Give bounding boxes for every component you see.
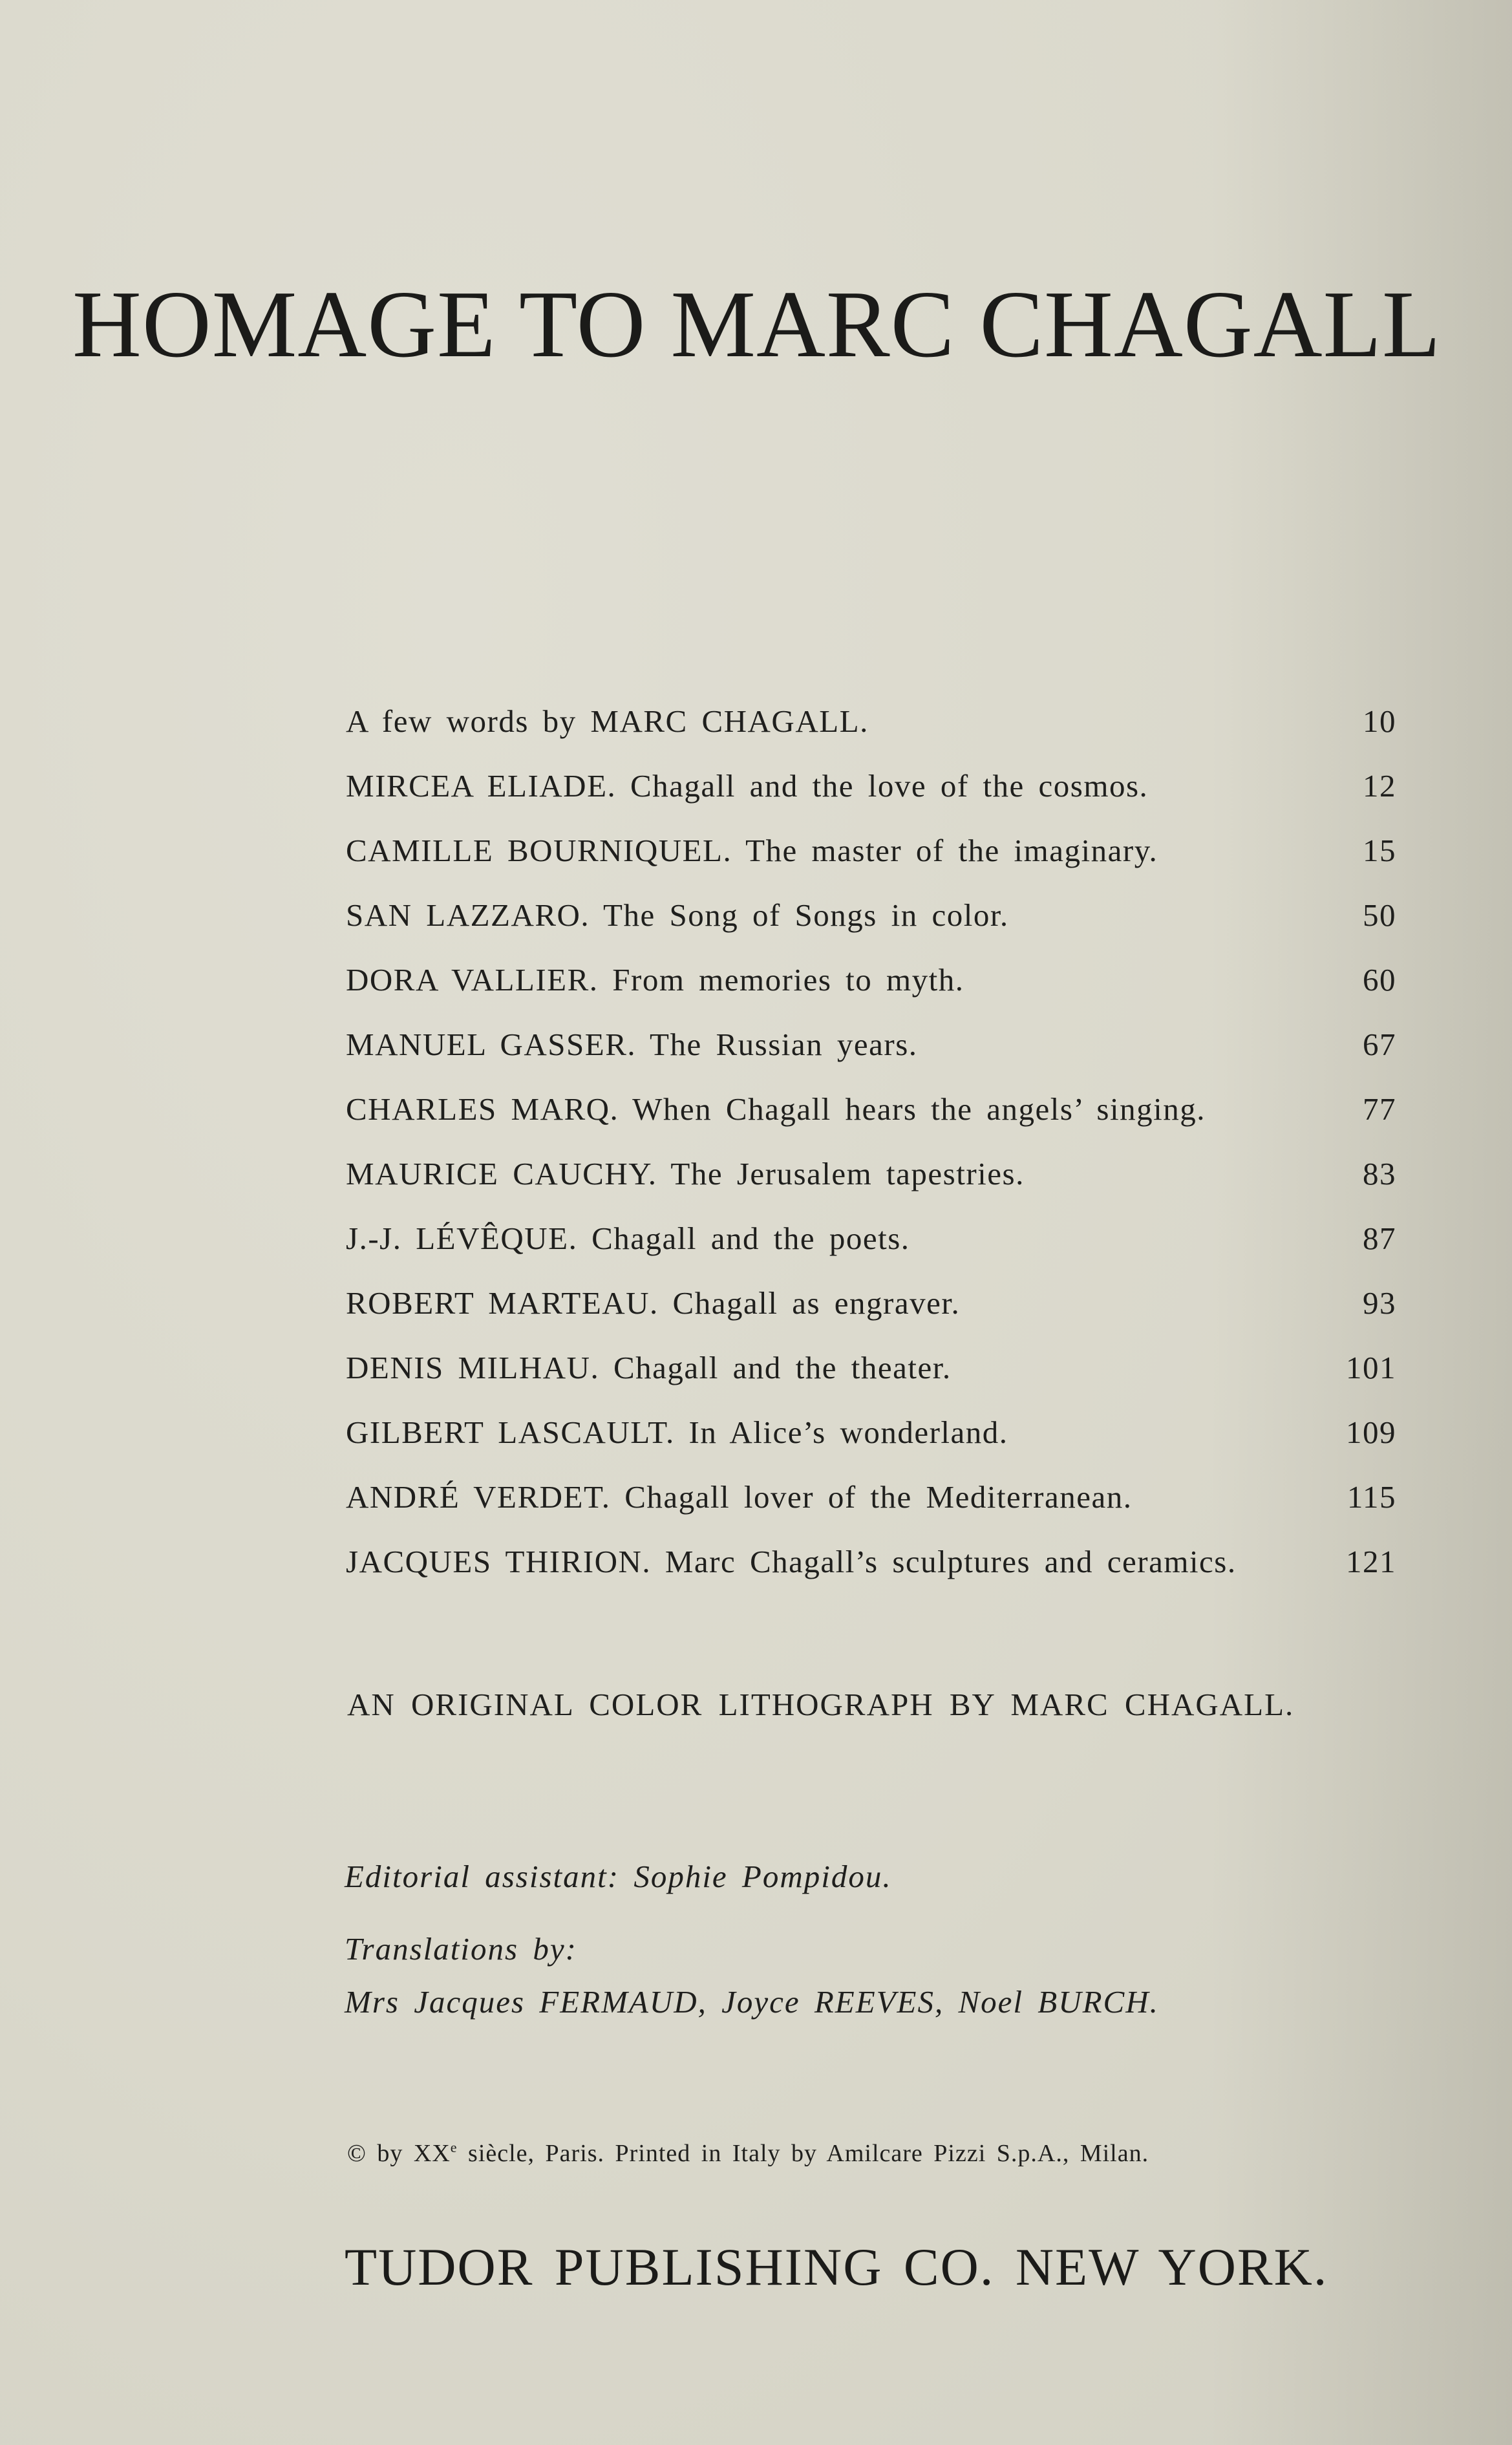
copyright-prefix: © by XX [347,2140,451,2167]
toc-entry [346,1280,1396,1345]
toc-entry-title: J.-J. LÉVÊQUE. Chagall and the poets. [346,1221,910,1256]
toc-entry [346,1474,1396,1539]
toc-entry [346,1086,1396,1151]
toc-entry-page: 101 [1346,1350,1396,1385]
toc-entry-title: SAN LAZZARO. The Song of Songs in color. [346,897,1009,933]
toc-entry-title: GILBERT LASCAULT. In Alice’s wonderland. [346,1415,1008,1450]
publisher: TUDOR PUBLISHING CO. NEW YORK. [345,2237,1328,2296]
toc-entry-page: 12 [1363,768,1396,804]
toc-entry-page: 77 [1363,1091,1396,1127]
toc-entry-page: 67 [1363,1027,1396,1062]
toc-entry-title: MANUEL GASSER. The Russian years. [346,1027,918,1062]
toc-entry-page: 109 [1346,1415,1396,1450]
toc-entry-page: 87 [1363,1221,1396,1256]
toc-entry-page: 115 [1347,1479,1396,1515]
toc-entry [346,1539,1396,1603]
toc-entry-title: ANDRÉ VERDET. Chagall lover of the Mediterranean. [346,1479,1133,1515]
toc-entry-page: 93 [1363,1285,1396,1321]
toc-entry-title: ROBERT MARTEAU. Chagall as engraver. [346,1285,961,1321]
toc-entry [346,1215,1396,1280]
toc-entry-page: 83 [1363,1156,1396,1191]
table-of-contents [346,698,1396,1603]
toc-entry-title: JACQUES THIRION. Marc Chagall’s sculptures and ceramics. [346,1544,1237,1579]
toc-entry-title: DORA VALLIER. From memories to myth. [346,962,964,998]
copyright-suffix: siècle, Paris. Printed in Italy by Amilcare Pizzi S.p.A., Milan. [457,2140,1149,2167]
toc-entry [346,1151,1396,1215]
toc-entry [346,1021,1396,1086]
editorial-assistant: Editorial assistant: Sophie Pompidou. [345,1859,892,1894]
translations-label: Translations by: [345,1931,577,1967]
toc-entry [346,957,1396,1021]
toc-entry-title: MAURICE CAUCHY. The Jerusalem tapestries. [346,1156,1025,1191]
copyright-notice [347,2135,1149,2172]
toc-entry-page: 50 [1363,897,1396,933]
toc-entry-title: DENIS MILHAU. Chagall and the theater. [346,1350,952,1385]
toc-entry [346,827,1396,892]
toc-entry-page: 15 [1363,833,1396,868]
lithograph-note: AN ORIGINAL COLOR LITHOGRAPH BY MARC CHAGALL. [347,1687,1295,1722]
toc-entry [346,763,1396,827]
copyright-superscript: e [450,2139,458,2155]
toc-entry-title: MIRCEA ELIADE. Chagall and the love of the cosmos. [346,768,1149,804]
toc-entry [346,1409,1396,1474]
toc-entry-page: 121 [1346,1544,1396,1579]
toc-entry-title: CHARLES MARQ. When Chagall hears the angels’ singing. [346,1091,1206,1127]
page-title: HOMAGE TO MARC CHAGALL [72,272,1442,378]
toc-entry [346,698,1396,763]
toc-entry-title: A few words by MARC CHAGALL. [346,703,869,739]
translators: Mrs Jacques FERMAUD, Joyce REEVES, Noel BURCH. [345,1984,1159,2020]
toc-entry-page: 10 [1363,703,1396,739]
toc-entry-page: 60 [1363,962,1396,998]
toc-entry-title: CAMILLE BOURNIQUEL. The master of the imaginary. [346,833,1158,868]
toc-entry [346,1345,1396,1409]
toc-entry [346,892,1396,957]
